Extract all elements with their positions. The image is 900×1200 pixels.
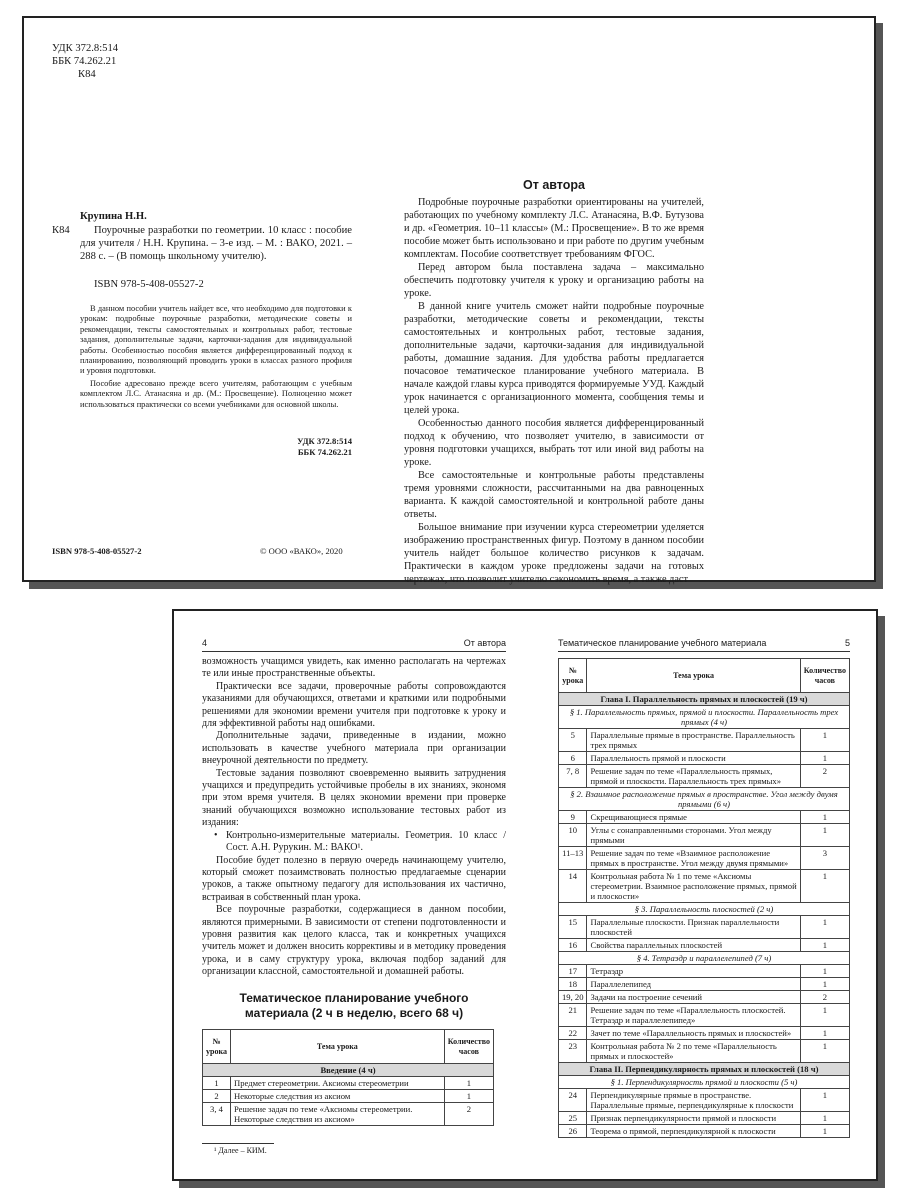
plan-title [202, 991, 506, 1020]
table-row [559, 991, 850, 1004]
lesson-number: 7, 8 [559, 765, 587, 788]
col-topic: Тема урока [231, 1030, 445, 1064]
lesson-topic: Решение задач по теме «Аксиомы стереометрии. Некоторые следствия из аксиом» [231, 1103, 445, 1126]
foreword-paragraph: Подробные поурочные разработки ориентированы на учителей, работающих по учебному комплекту Л.С. Атанасяна, В.Ф. Бутузова и др. «Геометрия. 10–11 классы» (М.: Просвещение». В то же время пособие может быть использовано и при работе по другим учебным комплектам. Пособие соответствует требованиям ФГОС. [404, 197, 704, 260]
table-row [559, 752, 850, 765]
lesson-topic: Контрольная работа № 1 по теме «Аксиомы стереометрии. Взаимное расположение прямых, прямой и плоскости» [587, 870, 800, 903]
book-spread-bottom [172, 609, 878, 1181]
book-spread-top [22, 16, 876, 585]
lesson-hours: 1 [800, 965, 849, 978]
lesson-topic: Тетраэдр [587, 965, 800, 978]
chapter-title: Глава II. Перпендикулярность прямых и плоскостей (18 ч) [559, 1063, 850, 1076]
annotation-paragraph: В данном пособии учитель найдет все, что необходимо для подготовки к урокам: подробные поурочные разработки, методические советы и рекомендации, тексты самостоятельных и контрольных работ, тестовые задания, дополнительные задачи, карточки-задания для индивидуальной работы. Особенностью пособия является дифференцированный подход к планированию, позволяющий проводить уроки в классах разного профиля и уровня подготовки. [80, 304, 352, 376]
lesson-topic: Углы с сонаправленными сторонами. Угол между прямыми [587, 824, 800, 847]
table-row [559, 1027, 850, 1040]
foreword-paragraph: Все самостоятельные и контрольные работы представлены тремя уровнями сложности, рассчитанными на два равноценных варианта. К каждой самостоятельной и контрольной работе даны ответы. [404, 470, 704, 520]
lesson-hours: 2 [800, 991, 849, 1004]
page-title: От автора [523, 178, 585, 192]
lesson-number: 14 [559, 870, 587, 903]
lesson-hours: 1 [800, 916, 849, 939]
lesson-hours: 2 [800, 765, 849, 788]
lesson-hours: 1 [800, 752, 849, 765]
body-paragraph: Пособие будет полезно в первую очередь начинающему учителю, который сможет позаимствовать полностью предлагаемые сценарии уроков, а также опытному педагогу для использования их частично, встраивая в собственный план урока. [202, 854, 506, 903]
section-title: § 3. Параллельность плоскостей (2 ч) [559, 903, 850, 916]
lesson-topic: Параллелепипед [587, 978, 800, 991]
classification-right [224, 436, 352, 458]
lesson-hours: 1 [800, 870, 849, 903]
chapter-row [203, 1064, 494, 1077]
lesson-number: 2 [203, 1090, 231, 1103]
section-row [559, 706, 850, 729]
lesson-number: 18 [559, 978, 587, 991]
section-title: § 4. Тетраэдр и параллелепипед (7 ч) [559, 952, 850, 965]
lesson-hours: 1 [800, 1089, 849, 1112]
bbk-line: ББК 74.262.21 [52, 56, 117, 67]
col-lesson-number: № урока [203, 1030, 231, 1064]
lesson-number: 3, 4 [203, 1103, 231, 1126]
lesson-hours: 1 [800, 1004, 849, 1027]
table-row [559, 824, 850, 847]
lesson-number: 16 [559, 939, 587, 952]
foreword-paragraph: В данной книге учитель сможет найти подробные поурочные разработки, методические советы и рекомендации, тексты самостоятельных и контрольных работ, тестовые задания, дополнительные задачи, карточки-задания для индивидуальной работы, домашние задания. Для удобства работы предлагается почасовое тематическое планирование учебного материала. В начале каждой главы курса приводятся формируемые УУД. Каждый урок начинается с организационного момента, сообщения темы и целей урока. [404, 301, 704, 416]
udk-block [52, 42, 172, 81]
annotation-paragraph: Пособие адресовано прежде всего учителям, работающим с учебным комплектом Л.С. Атанасяна и др. (М.: Просвещение). Полноценно может использоваться практически со всеми учебниками для основной школы. [80, 378, 352, 409]
chapter-row [559, 1063, 850, 1076]
foreword-paragraph: Большое внимание при изучении курса стереометрии уделяется изображению пространственных фигур. Поэтому в данном пособии учитель найдет большое количество рисунков к задачам. Практически в каждом уроке предложены задачи на готовых чертежах, что позволит учителю сэкономить время, а также даст [404, 522, 704, 585]
table-row [559, 1089, 850, 1112]
lesson-number: 22 [559, 1027, 587, 1040]
section-title: § 1. Перпендикулярность прямой и плоскости (5 ч) [559, 1076, 850, 1089]
table-row [559, 729, 850, 752]
lesson-topic: Зачет по теме «Параллельность прямых и плоскостей» [587, 1027, 800, 1040]
lesson-topic: Некоторые следствия из аксиом [231, 1090, 445, 1103]
copyright: © ООО «ВАКО», 2020 [260, 546, 343, 556]
col-hours: Количество часов [800, 659, 849, 693]
plan-table-intro [202, 1029, 494, 1126]
lesson-number: 11–13 [559, 847, 587, 870]
col-topic: Тема урока [587, 659, 800, 693]
lesson-topic: Параллельные плоскости. Признак параллельности плоскостей [587, 916, 800, 939]
udk-line: УДК 372.8:514 [52, 43, 119, 54]
foreword-paragraph: Перед автором была поставлена задача – максимально обеспечить подготовку учителя к уроку и организацию работы на уроке. [404, 262, 704, 299]
table-row [559, 978, 850, 991]
foreword-paragraph: Особенностью данного пособия является дифференцированный подход к обучению, что позволяет учителю, в зависимости от уровня подготовки учащихся, выбрать тот или иной вид работы на уроке. [404, 418, 704, 468]
lesson-hours: 1 [800, 1125, 849, 1138]
lesson-hours: 1 [444, 1077, 493, 1090]
lesson-number: 21 [559, 1004, 587, 1027]
lesson-topic: Параллельность прямой и плоскости [587, 752, 800, 765]
running-head-left: От автора [463, 638, 506, 648]
lesson-hours: 1 [800, 978, 849, 991]
table-row [559, 1040, 850, 1063]
body-paragraph: Дополнительные задачи, приведенные в издании, можно использовать в качестве учебного материала при организации внеурочной деятельности по предмету. [202, 730, 506, 767]
section-row [559, 1076, 850, 1089]
lesson-hours: 1 [444, 1090, 493, 1103]
lesson-hours: 1 [800, 729, 849, 752]
section-title: § 1. Параллельность прямых, прямой и плоскости. Параллельность трех прямых (4 ч) [559, 706, 850, 729]
footnote-rule [202, 1143, 274, 1144]
lesson-hours: 1 [800, 824, 849, 847]
lesson-number: 26 [559, 1125, 587, 1138]
lesson-hours: 1 [800, 939, 849, 952]
chapter-title: Глава I. Параллельность прямых и плоскостей (19 ч) [559, 693, 850, 706]
lesson-topic: Скрещивающиеся прямые [587, 811, 800, 824]
annotation [80, 304, 352, 412]
lesson-topic: Теорема о прямой, перпендикулярной к плоскости [587, 1125, 800, 1138]
lesson-topic: Перпендикулярные прямые в пространстве. Параллельные прямые, перпендикулярные к плоскости [587, 1089, 800, 1112]
lesson-number: 25 [559, 1112, 587, 1125]
reference-list [202, 830, 506, 855]
chapter-title: Введение (4 ч) [203, 1064, 494, 1077]
lesson-topic: Свойства параллельных плоскостей [587, 939, 800, 952]
page-number-left: 4 [202, 638, 208, 648]
lesson-topic: Признак перпендикулярности прямой и плоскости [587, 1112, 800, 1125]
lesson-topic: Параллельные прямые в пространстве. Параллельность трех прямых [587, 729, 800, 752]
chapter-row [559, 693, 850, 706]
lesson-number: 23 [559, 1040, 587, 1063]
plan-table-chapters [558, 658, 850, 1138]
lesson-topic: Решение задач по теме «Параллельность прямых, прямой и плоскости. Параллельность трех прямых» [587, 765, 800, 788]
lesson-hours: 1 [800, 1112, 849, 1125]
isbn-footer: ISBN 978-5-408-05527-2 [52, 546, 142, 556]
section-row [559, 788, 850, 811]
table-row [559, 939, 850, 952]
lesson-hours: 2 [444, 1103, 493, 1126]
table-row [559, 916, 850, 939]
col-hours: Количество часов [444, 1030, 493, 1064]
section-row [559, 903, 850, 916]
table-row [559, 847, 850, 870]
table-row [203, 1103, 494, 1126]
bibliographic-description: Поурочные разработки по геометрии. 10 класс : пособие для учителя / Н.Н. Крупина. – 3-е изд. – М. : ВАКО, 2021. – 288 с. – (В помощь школьному учителю). [80, 225, 352, 262]
author-name: Крупина Н.Н. [80, 211, 147, 222]
body-paragraph: Тестовые задания позволяют своевременно выявить затруднения учащихся и предупредить устойчивые пробелы в их знаниях, экономя при этом время учителя. В целях экономии времени при проверке знаний обучающихся возможно использование тестовых работ из издания: [202, 767, 506, 829]
continued-paragraph: возможность учащимся увидеть, как именно располагать на чертежах те или иные пространственные объекты. [202, 656, 506, 680]
table-row [203, 1077, 494, 1090]
header-rule [558, 651, 850, 652]
footnote: ¹ Далее – КИМ. [214, 1146, 267, 1155]
page-number-right: 5 [844, 638, 850, 648]
body-paragraph: Все поурочные разработки, содержащиеся в данном пособии, являются примерными. В зависимости от степени подготовленности и уровня развития как целого класса, так и конкретных учащихся учитель может и должен вносить коррективы и в методику проведения урока, и в саму структуру урока, включая подбор заданий для организации классной, самостоятельной и домашней работы. [202, 904, 506, 978]
lesson-number: 24 [559, 1089, 587, 1112]
section-title: § 2. Взаимное расположение прямых в пространстве. Угол между двумя прямыми (6 ч) [559, 788, 850, 811]
udk-right: УДК 372.8:514 [297, 436, 352, 446]
lesson-hours: 3 [800, 847, 849, 870]
page4-text [202, 656, 506, 979]
lesson-number: 10 [559, 824, 587, 847]
author-mark: К84 [78, 69, 96, 80]
lesson-hours: 1 [800, 811, 849, 824]
lesson-topic: Решение задач по теме «Взаимное расположение прямых в пространстве. Угол между двумя прямыми» [587, 847, 800, 870]
plan-title-line: материала (2 ч в неделю, всего 68 ч) [244, 1005, 464, 1020]
lesson-number: 17 [559, 965, 587, 978]
isbn-line: ISBN 978-5-408-05527-2 [94, 279, 204, 290]
plan-table-left-wrap [202, 1029, 494, 1126]
table-row [559, 1125, 850, 1138]
table-row [559, 1112, 850, 1125]
table-row [203, 1090, 494, 1103]
lesson-number: 6 [559, 752, 587, 765]
lesson-hours: 1 [800, 1027, 849, 1040]
plan-table-right-wrap [558, 658, 850, 1138]
table-row [559, 965, 850, 978]
reference-item [214, 829, 506, 855]
body-paragraph: Практически все задачи, проверочные работы сопровождаются указаниями для обучающихся, ответами и краткими или подробными решениями для экономии времени учителя при подготовке к уроку и для эффективной работы над ошибками. [202, 680, 506, 730]
lesson-topic: Решение задач по теме «Параллельность плоскостей. Тетраэдр и параллелепипед» [587, 1004, 800, 1027]
bbk-right: ББК 74.262.21 [297, 447, 352, 457]
lesson-topic: Задачи на построение сечений [587, 991, 800, 1004]
plan-title-line: Тематическое планирование учебного [239, 991, 469, 1005]
table-row [559, 811, 850, 824]
lesson-number: 5 [559, 729, 587, 752]
table-row [559, 870, 850, 903]
section-row [559, 952, 850, 965]
reference-text: Контрольно-измерительные материалы. Геометрия. 10 класс / Сост. А.Н. Рурукин. М.: ВАКО¹. [226, 829, 506, 854]
col-lesson-number: № урока [559, 659, 587, 693]
header-rule [202, 651, 506, 652]
lesson-topic: Предмет стереометрии. Аксиомы стереометрии [231, 1077, 445, 1090]
table-row [559, 1004, 850, 1027]
author-foreword [404, 196, 704, 586]
lesson-topic: Контрольная работа № 2 по теме «Параллельность прямых и плоскостей» [587, 1040, 800, 1063]
author-mark-side: К84 [52, 225, 70, 236]
table-row [559, 765, 850, 788]
lesson-number: 15 [559, 916, 587, 939]
lesson-hours: 1 [800, 1040, 849, 1063]
running-head-right: Тематическое планирование учебного материала [558, 638, 767, 648]
lesson-number: 19, 20 [559, 991, 587, 1004]
lesson-number: 1 [203, 1077, 231, 1090]
bullet-icon: • [214, 829, 218, 841]
lesson-number: 9 [559, 811, 587, 824]
